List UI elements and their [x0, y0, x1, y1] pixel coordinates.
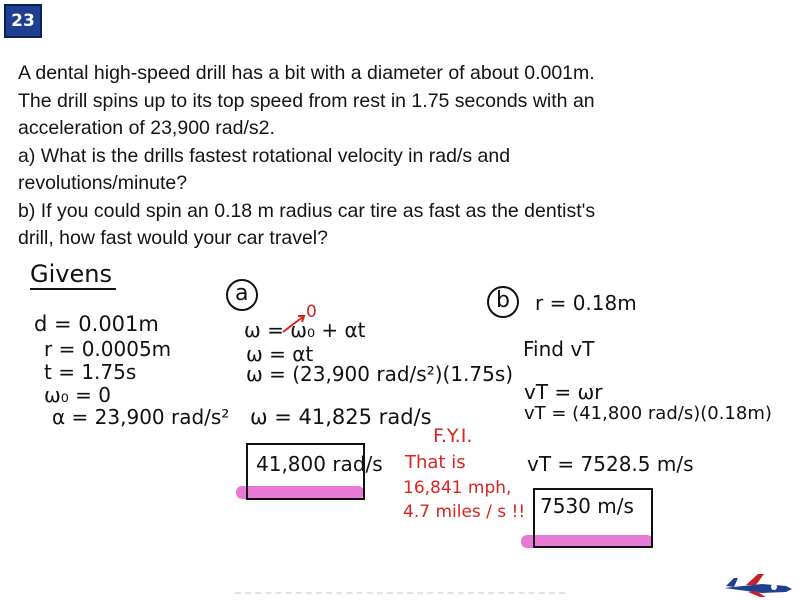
fyi-line: That is: [405, 452, 466, 473]
problem-line: A dental high-speed drill has a bit with a diameter of about 0.001m.: [18, 62, 595, 84]
answer-b-highlight: [521, 535, 653, 548]
problem-line: revolutions/minute?: [18, 172, 188, 194]
problem-line: drill, how fast would your car travel?: [18, 227, 328, 249]
problem-line: b) If you could spin an 0.18 m radius car tire as fast as the dentist's: [18, 199, 596, 222]
part-a-step: ω = (23,900 rad/s²)(1.75s): [246, 362, 514, 386]
zero-mark: 0: [306, 302, 317, 322]
fyi-line: 4.7 miles / s !!: [403, 502, 526, 522]
problem-line: acceleration of 23,900 rad/s2.: [18, 117, 275, 139]
givens-heading: Givens: [30, 260, 112, 288]
given-item: t = 1.75s: [44, 360, 137, 384]
part-b-step: vT = ωr: [524, 380, 603, 404]
part-b-find: Find vT: [523, 337, 595, 361]
part-b-result: vT = 7528.5 m/s: [527, 452, 694, 476]
part-a-label: a: [235, 281, 249, 306]
jet-logo-icon: [722, 572, 794, 598]
answer-a: 41,800 rad/s: [256, 452, 383, 476]
slide-number: 23: [11, 11, 35, 31]
part-b-label: b: [496, 288, 510, 313]
fyi-line: 16,841 mph,: [403, 478, 512, 498]
fyi-line: F.Y.I.: [433, 425, 473, 447]
answer-b: 7530 m/s: [540, 494, 634, 518]
part-a-step: ω = ω₀ + αt: [244, 318, 366, 342]
footer-divider: [235, 592, 565, 596]
problem-statement: [18, 60, 698, 253]
part-a-step: ω = αt: [246, 342, 314, 366]
problem-line: The drill spins up to its top speed from rest in 1.75 seconds with an: [18, 89, 595, 112]
slide-number-badge: [4, 4, 42, 38]
part-b-given: r = 0.18m: [535, 291, 637, 315]
given-item: d = 0.001m: [34, 312, 159, 336]
given-item: ω₀ = 0: [44, 383, 111, 407]
answer-a-highlight: [236, 486, 364, 499]
problem-line: a) What is the drills fastest rotational velocity in rad/s and: [18, 144, 511, 167]
given-item: r = 0.0005m: [44, 337, 172, 361]
given-item: α = 23,900 rad/s²: [52, 405, 230, 429]
part-b-step: vT = (41,800 rad/s)(0.18m): [524, 403, 772, 424]
part-a-result: ω = 41,825 rad/s: [250, 405, 432, 429]
